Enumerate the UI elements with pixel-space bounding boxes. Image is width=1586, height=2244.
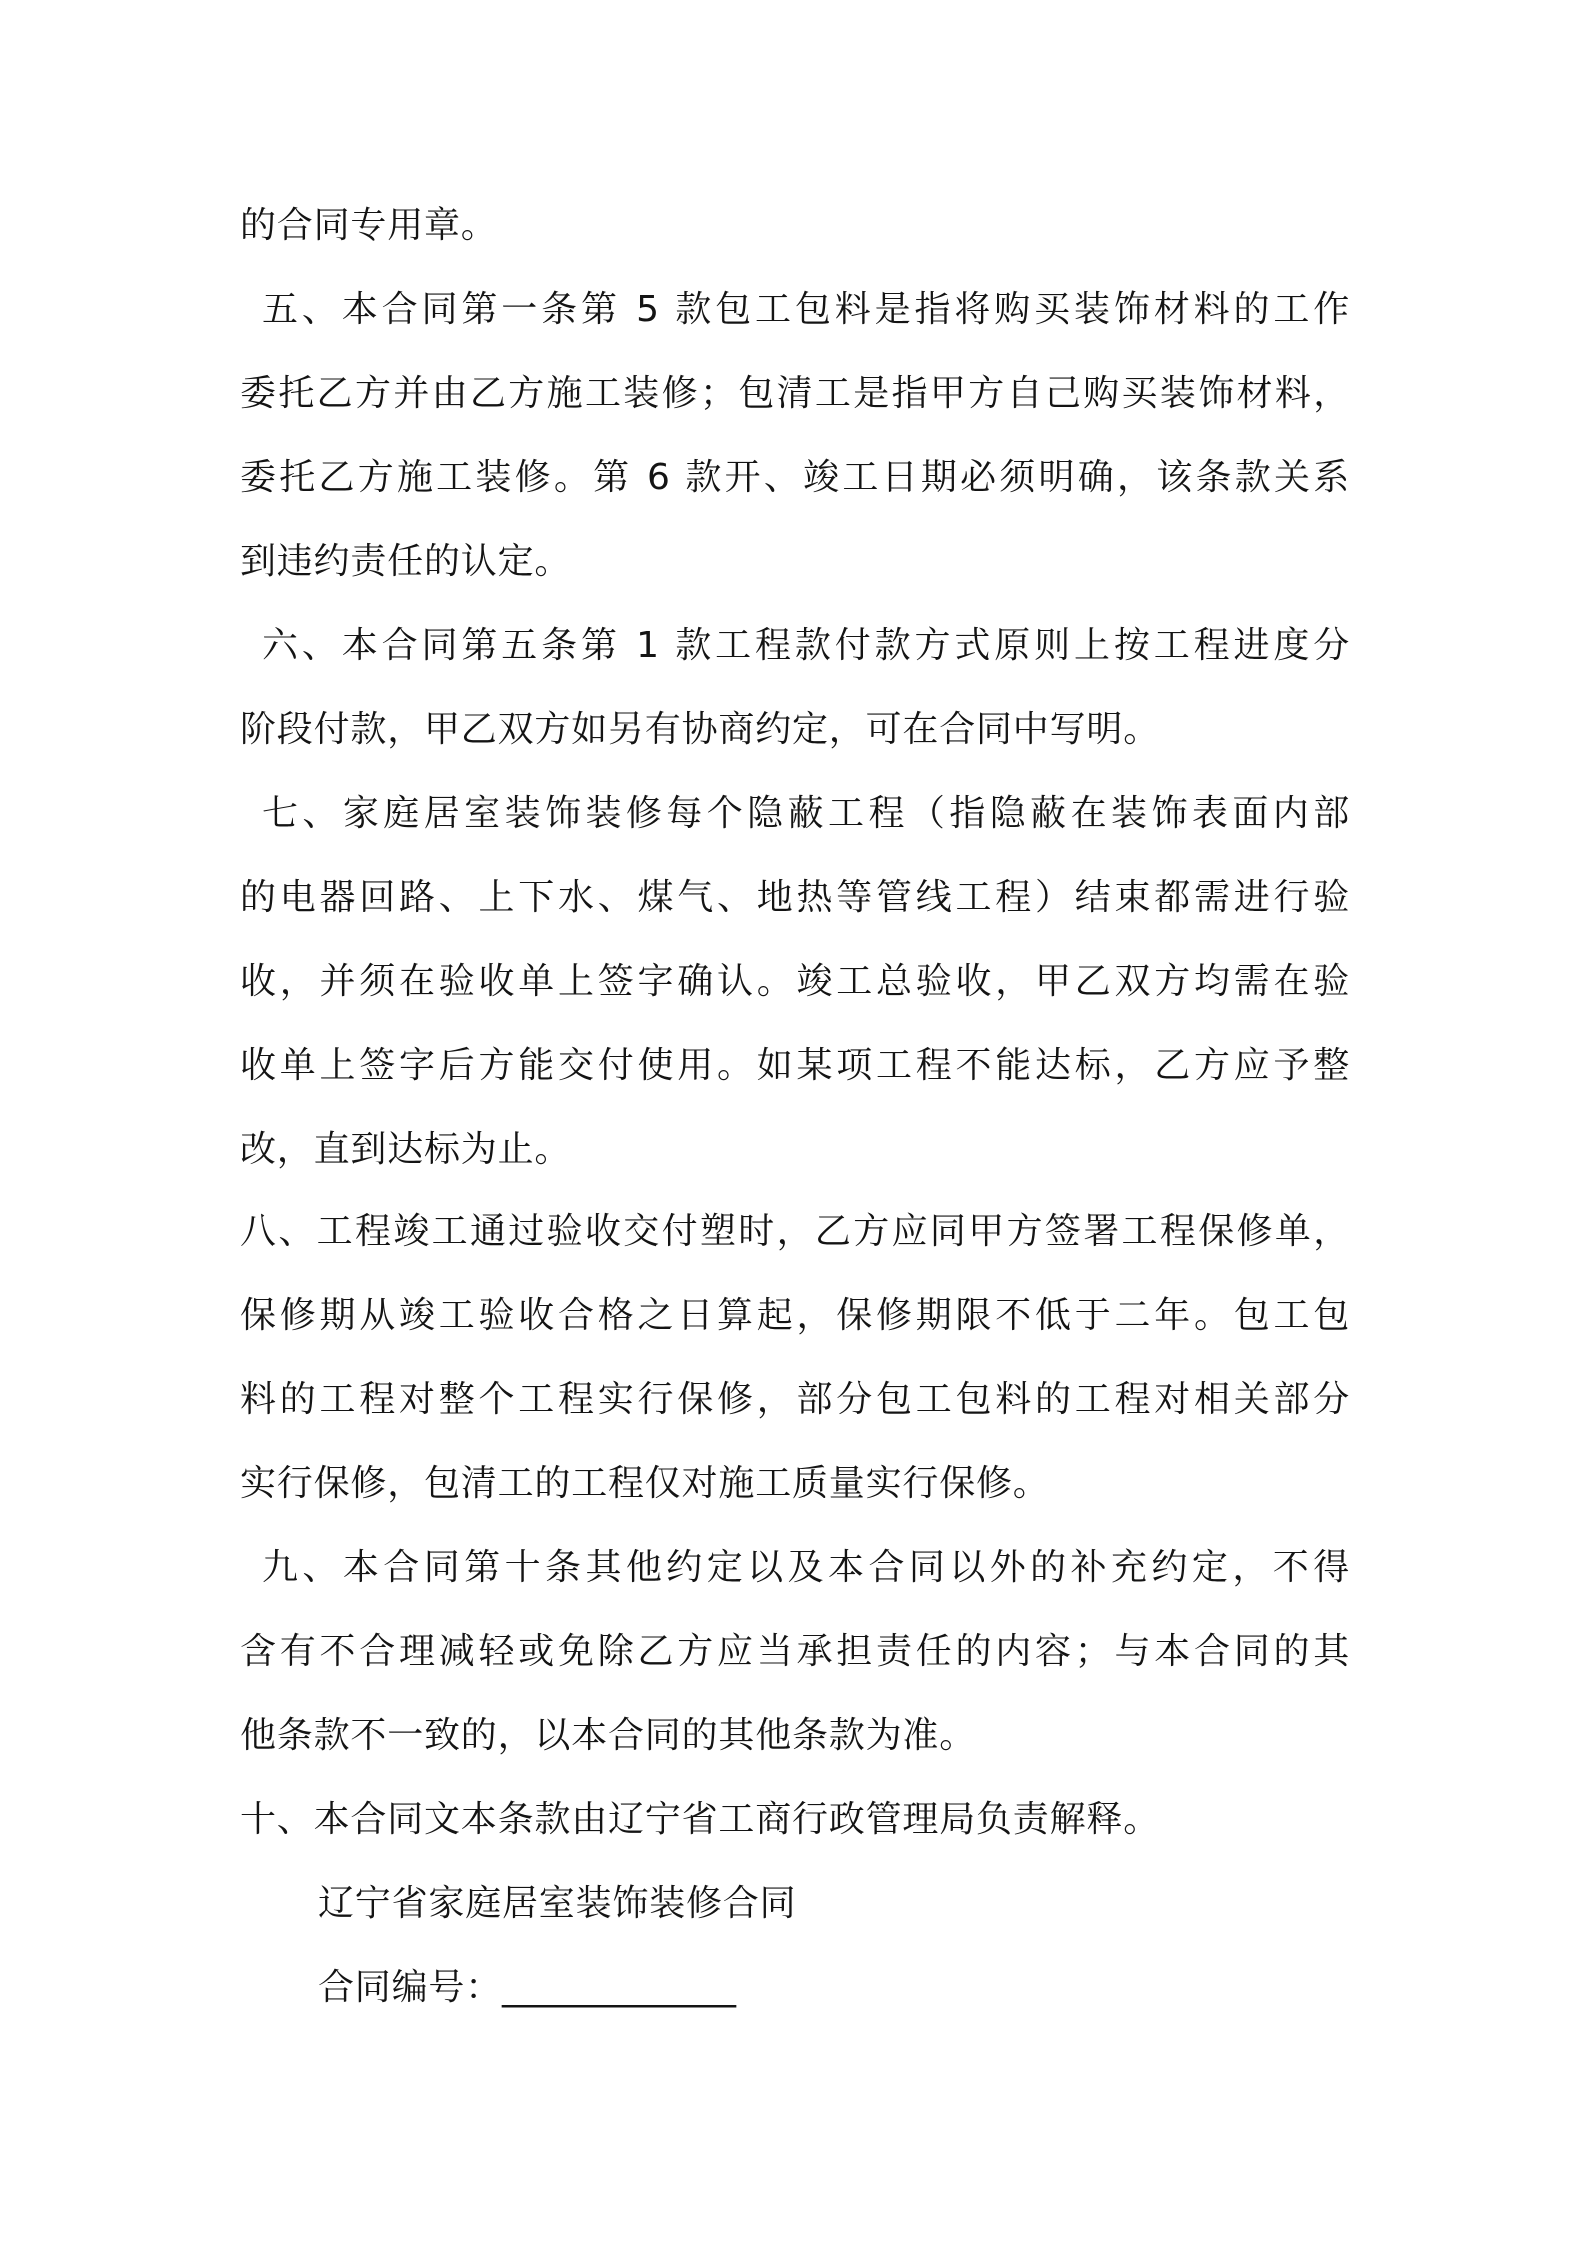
clause-9-line: 他条款不一致的，以本合同的其他条款为准。 xyxy=(240,1715,977,1756)
clause-8-line: 八、工程竣工通过验收交付塑时，乙方应同甲方签署工程保修单， xyxy=(240,1211,1350,1252)
paragraph-line: 的合同专用章。 xyxy=(240,205,498,246)
clause-5-line: 委托乙方施工装修。第 6 款开、竣工日期必须明确，该条款关系 xyxy=(240,457,1350,498)
clause-8-line: 实行保修，包清工的工程仅对施工质量实行保修。 xyxy=(240,1463,1050,1504)
clause-8-line: 料的工程对整个工程实行保修，部分包工包料的工程对相关部分 xyxy=(240,1379,1350,1420)
clause-9-line: 九、本合同第十条其他约定以及本合同以外的补充约定，不得 xyxy=(262,1547,1350,1588)
clause-10-line: 十、本合同文本条款由辽宁省工商行政管理局负责解释。 xyxy=(240,1799,1161,1840)
clause-5-line: 委托乙方并由乙方施工装修；包清工是指甲方自己购买装饰材料， xyxy=(240,373,1350,414)
clause-5-line: 五、本合同第一条第 5 款包工包料是指将购买装饰材料的工作 xyxy=(262,289,1350,330)
contract-number-row xyxy=(318,1964,736,2012)
clause-9-line: 含有不合理减轻或免除乙方应当承担责任的内容；与本合同的其 xyxy=(240,1631,1350,1672)
clause-7-line: 七、家庭居室装饰装修每个隐蔽工程（指隐蔽在装饰表面内部 xyxy=(262,793,1350,834)
clause-8-line: 保修期从竣工验收合格之日算起，保修期限不低于二年。包工包 xyxy=(240,1295,1350,1336)
clause-7-line: 改，直到达标为止。 xyxy=(240,1129,572,1170)
contract-number-blank: _____________ xyxy=(502,1967,737,2008)
clause-6-line: 六、本合同第五条第 1 款工程款付款方式原则上按工程进度分 xyxy=(262,625,1350,666)
contract-form-title: 辽宁省家庭居室装饰装修合同 xyxy=(318,1883,797,1924)
clause-7-line: 收，并须在验收单上签字确认。竣工总验收，甲乙双方均需在验 xyxy=(240,961,1350,1002)
contract-number-label: 合同编号： xyxy=(318,1967,503,2008)
clause-7-line: 收单上签字后方能交付使用。如某项工程不能达标，乙方应予整 xyxy=(240,1045,1350,1086)
clause-6-line: 阶段付款，甲乙双方如另有协商约定，可在合同中写明。 xyxy=(240,709,1161,750)
clause-7-line: 的电器回路、上下水、煤气、地热等管线工程）结束都需进行验 xyxy=(240,877,1350,918)
clause-5-line: 到违约责任的认定。 xyxy=(240,541,572,582)
